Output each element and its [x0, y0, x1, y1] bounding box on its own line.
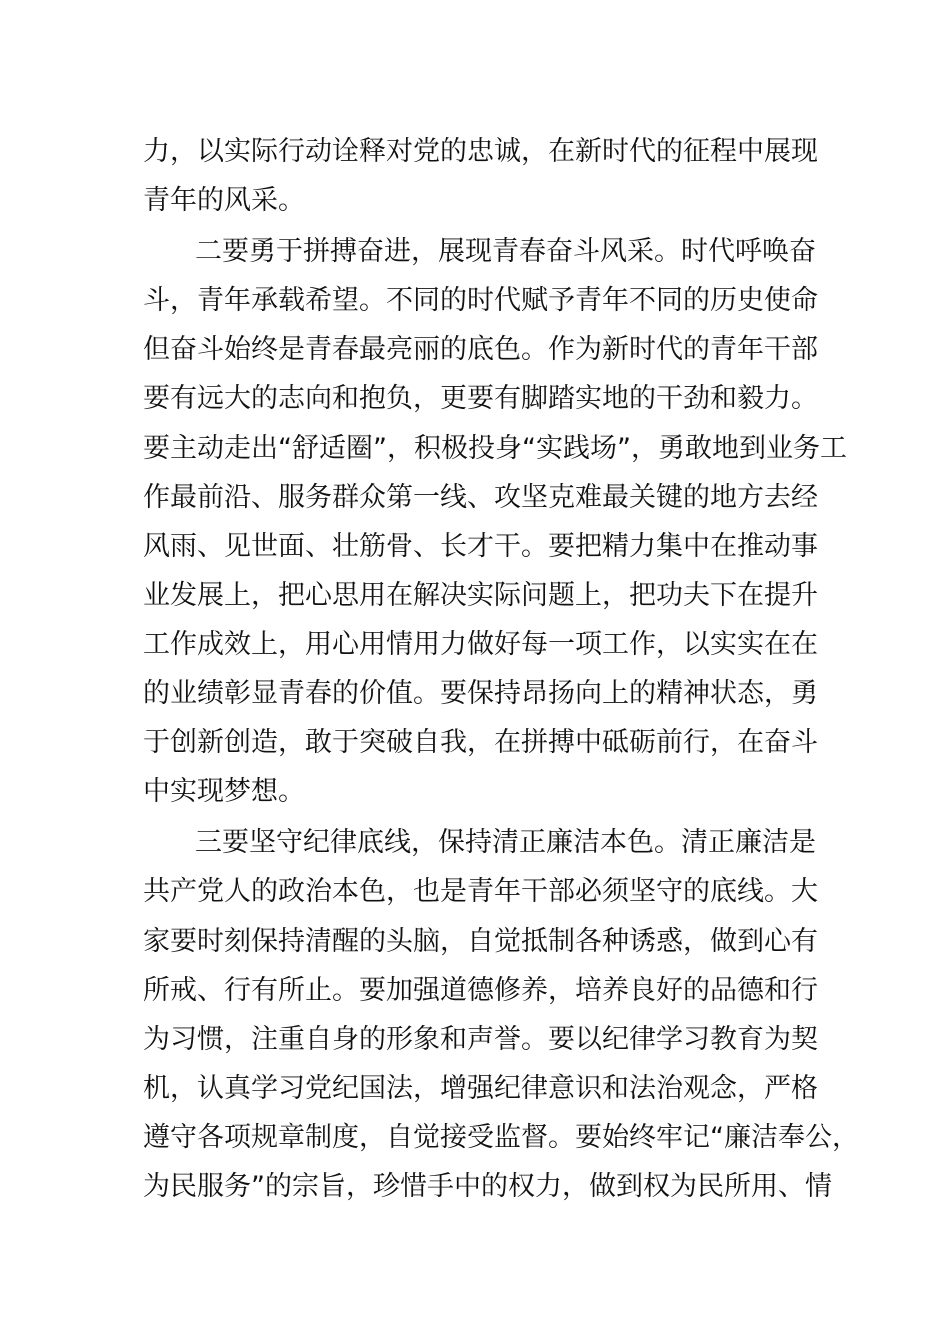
- text-line: 为习惯，注重自身的形象和声誉。要以纪律学习教育为契: [143, 1023, 818, 1055]
- text-line: 于创新创造，敢于突破自我，在拼搏中砥砺前行，在奋斗: [143, 727, 818, 759]
- text-line: 要有远大的志向和抱负，更要有脚踏实地的干劲和毅力。: [143, 383, 818, 415]
- text-line: 遵守各项规章制度，自觉接受监督。要始终牢记“廉洁奉公，: [143, 1121, 859, 1153]
- text-line: 为民服务”的宗旨，珍惜手中的权力，做到权为民所用、情: [143, 1170, 832, 1202]
- text-line: 工作成效上，用心用情用力做好每一项工作，以实实在在: [143, 628, 818, 660]
- body-text: [143, 127, 859, 1211]
- text-line: 风雨、见世面、壮筋骨、长才干。要把精力集中在推动事: [143, 530, 818, 562]
- text-line: 青年的风采。: [143, 185, 305, 217]
- text-line: 作最前沿、服务群众第一线、攻坚克难最关键的地方去经: [143, 481, 818, 513]
- text-line: 斗，青年承载希望。不同的时代赋予青年不同的历史使命: [143, 285, 818, 317]
- paragraph-start-line: 二要勇于拼搏奋进，展现青春奋斗风采。时代呼唤奋: [195, 236, 816, 268]
- text-line: 家要时刻保持清醒的头脑，自觉抵制各种诱惑，做到心有: [143, 925, 818, 957]
- text-line: 要主动走出“舒适圈”，积极投身“实践场”，勇敢地到业务工: [143, 432, 847, 464]
- text-line: 的业绩彰显青春的价值。要保持昂扬向上的精神状态，勇: [143, 678, 818, 710]
- paragraph-start-line: 三要坚守纪律底线，保持清正廉洁本色。清正廉洁是: [195, 827, 816, 859]
- text-line: 但奋斗始终是青春最亮丽的底色。作为新时代的青年干部: [143, 334, 818, 366]
- text-line: 中实现梦想。: [143, 776, 305, 808]
- text-line: 所戒、行有所止。要加强道德修养，培养良好的品德和行: [143, 974, 818, 1006]
- text-line: 机，认真学习党纪国法，增强纪律意识和法治观念，严格: [143, 1072, 818, 1104]
- text-line: 业发展上，把心思用在解决实际问题上，把功夫下在提升: [143, 579, 818, 611]
- text-line: 力，以实际行动诠释对党的忠诚，在新时代的征程中展现: [143, 136, 818, 167]
- text-line: 共产党人的政治本色，也是青年干部必须坚守的底线。大: [143, 876, 818, 908]
